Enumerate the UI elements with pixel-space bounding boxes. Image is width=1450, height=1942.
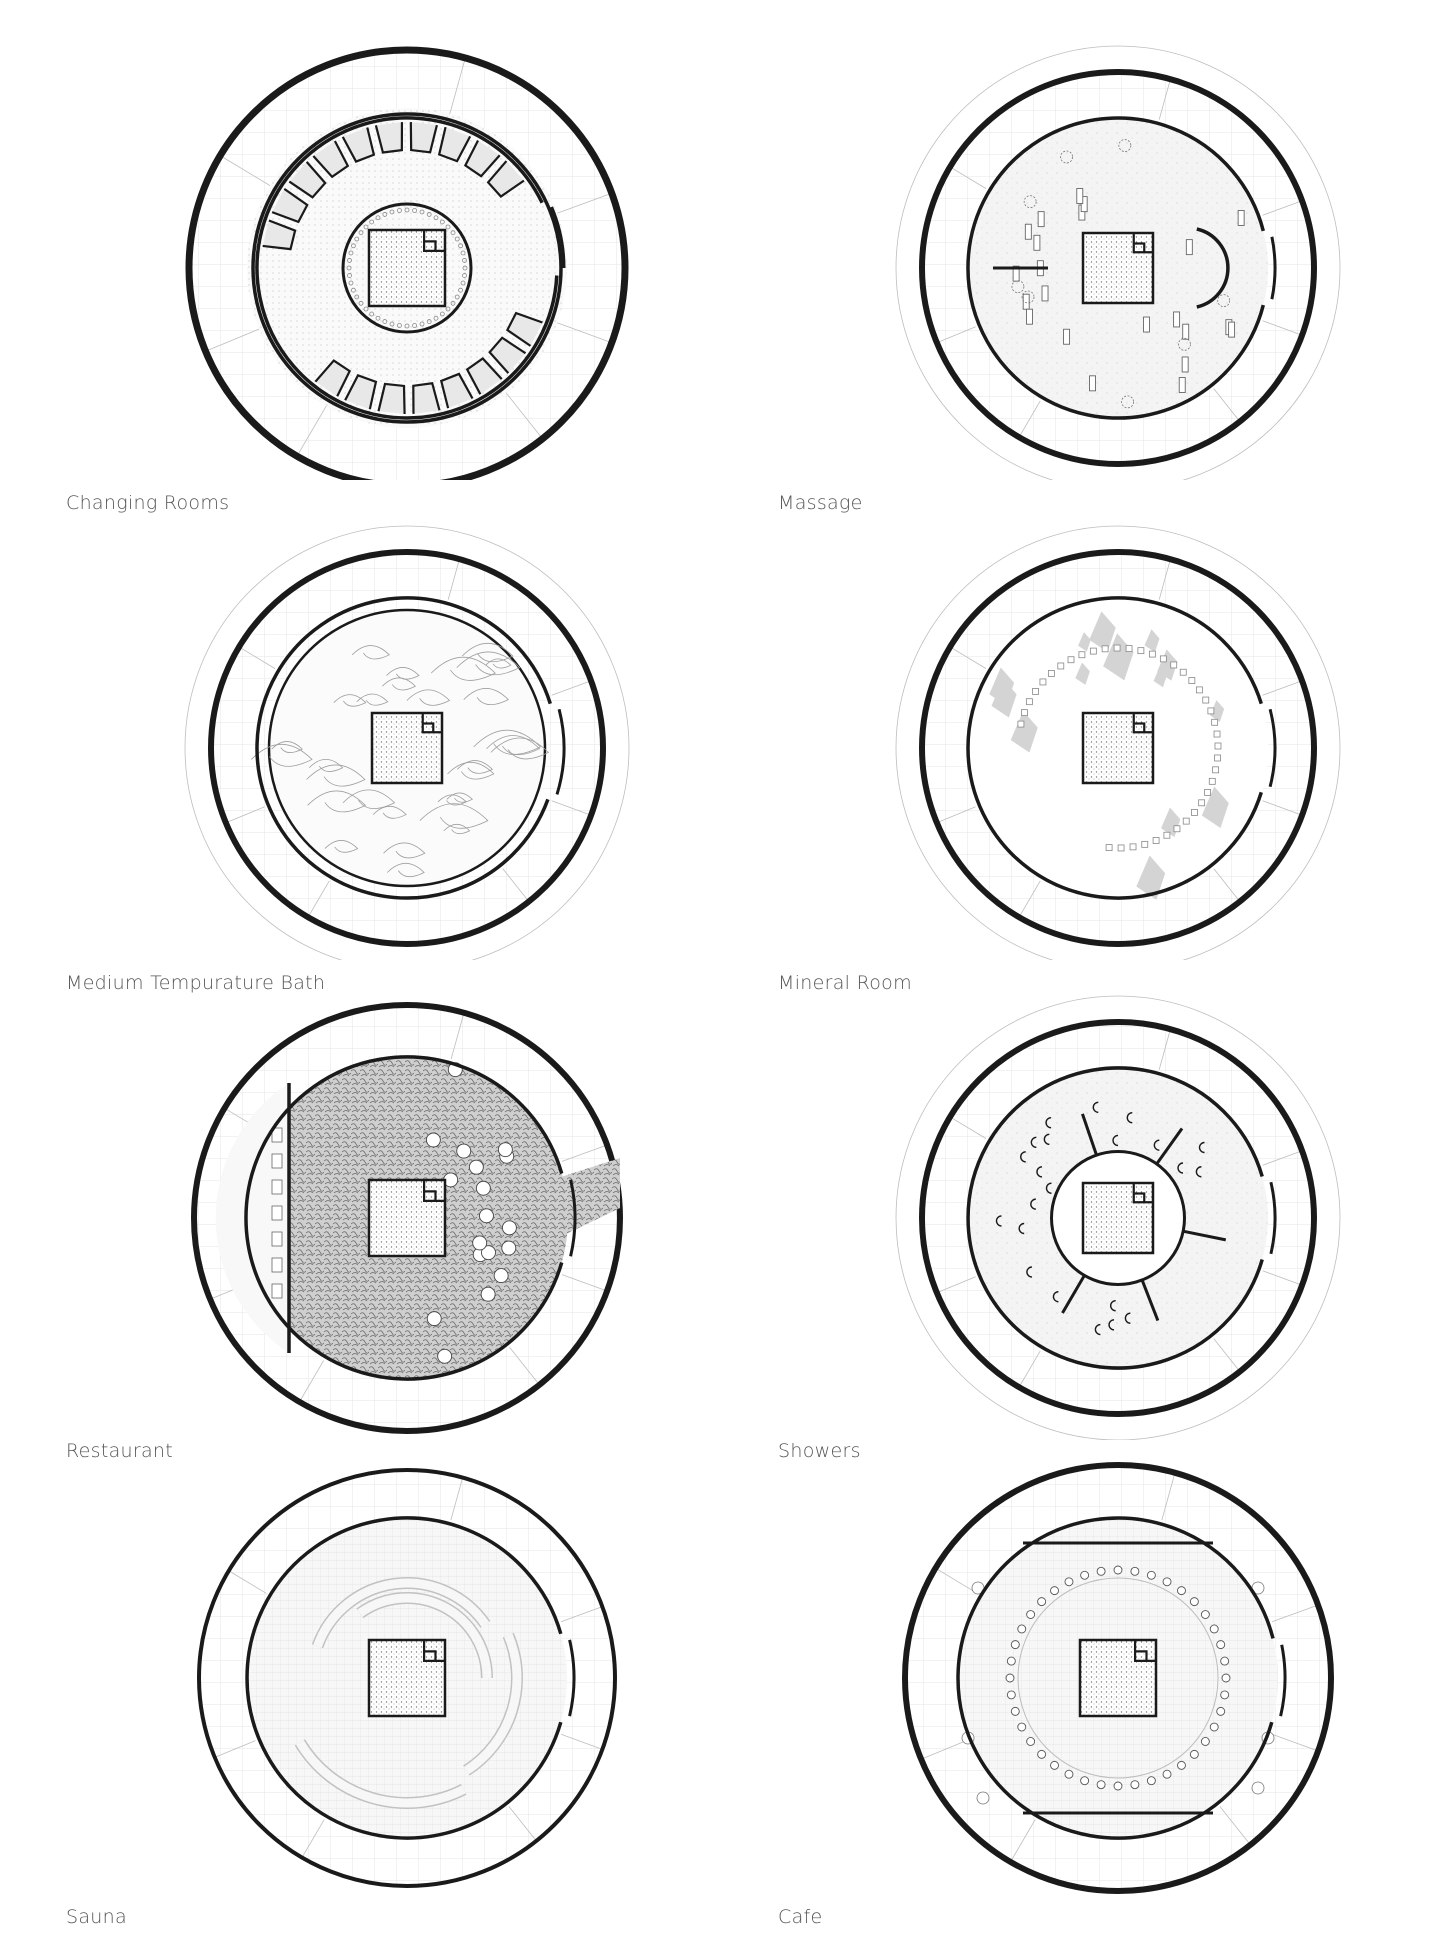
- bar-stool: [1147, 1777, 1155, 1785]
- lounge-seat: [1102, 646, 1108, 652]
- bar-stool: [1007, 1657, 1015, 1665]
- lounge-seat: [1138, 648, 1144, 654]
- plan-label: Restaurant: [66, 1440, 174, 1462]
- lounge-seat: [1214, 731, 1220, 737]
- kitchen-counter: [272, 1284, 282, 1298]
- lounge-seat: [1189, 678, 1195, 684]
- dining-table: [502, 1221, 516, 1235]
- bar-stool: [1007, 1691, 1015, 1699]
- massage-table: [1026, 309, 1032, 324]
- lounge-seat: [1058, 663, 1064, 669]
- plan-showers: [725, 960, 1450, 1462]
- bar-stool: [1081, 1571, 1089, 1579]
- massage-table: [1023, 294, 1029, 309]
- lounge-seat: [1106, 845, 1112, 851]
- bar-stool: [1177, 1587, 1185, 1595]
- cafe-table: [977, 1792, 989, 1804]
- lounge-seat: [1149, 651, 1155, 657]
- bar-stool: [1201, 1611, 1209, 1619]
- kitchen-counter: [272, 1206, 282, 1220]
- plan-changing-rooms: [0, 0, 725, 514]
- lounge-seat: [1215, 743, 1221, 749]
- bar-stool: [1097, 1567, 1105, 1575]
- lounge-seat: [1205, 789, 1211, 795]
- lounge-seat: [1079, 652, 1085, 658]
- massage-table: [1064, 329, 1070, 344]
- lounge-seat: [1203, 697, 1209, 703]
- massage-table: [1238, 210, 1244, 225]
- lounge-seat: [1126, 646, 1132, 652]
- plan-cafe: [725, 1440, 1450, 1928]
- lounge-seat: [1209, 778, 1215, 784]
- lounge-seat: [1048, 670, 1054, 676]
- floor-plan-drawing: [725, 960, 1450, 1440]
- dining-table: [427, 1312, 441, 1326]
- lounge-seat: [1033, 688, 1039, 694]
- plan-label: Medium Tempurature Bath: [66, 972, 326, 994]
- bar-stool: [1114, 1782, 1122, 1790]
- plan-label: Sauna: [66, 1906, 127, 1928]
- lounge-seat: [1114, 645, 1120, 651]
- bar-stool: [1221, 1657, 1229, 1665]
- dining-table: [426, 1133, 440, 1147]
- floor-plan-drawing: [0, 1440, 725, 1920]
- lounge-seat: [1215, 755, 1221, 761]
- bar-stool: [1147, 1571, 1155, 1579]
- lounge-seat: [1171, 662, 1177, 668]
- lounge-seat: [1130, 844, 1136, 850]
- plan-label: Massage: [778, 492, 863, 514]
- bar-stool: [1081, 1777, 1089, 1785]
- bar-stool: [1006, 1674, 1014, 1682]
- bar-stool: [1190, 1598, 1198, 1606]
- bar-stool: [1222, 1674, 1230, 1682]
- bar-stool: [1011, 1641, 1019, 1649]
- bar-stool: [1217, 1707, 1225, 1715]
- bar-stool: [1051, 1761, 1059, 1769]
- dining-table: [494, 1269, 508, 1283]
- lounge-seat: [1040, 679, 1046, 685]
- massage-table: [1186, 240, 1192, 255]
- bar-stool: [1163, 1770, 1171, 1778]
- massage-table: [1042, 286, 1048, 301]
- massage-table: [1183, 324, 1189, 339]
- bar-stool: [1190, 1750, 1198, 1758]
- lounge-seat: [1199, 800, 1205, 806]
- massage-table: [1025, 224, 1031, 239]
- floor-plan-drawing: [725, 1440, 1450, 1920]
- plan-mineral-room: [725, 480, 1450, 994]
- massage-table: [1174, 312, 1180, 327]
- lounge-seat: [1018, 721, 1024, 727]
- massage-table: [1182, 357, 1188, 372]
- bar-stool: [1011, 1707, 1019, 1715]
- lounge-seat: [1196, 687, 1202, 693]
- bar-stool: [1201, 1737, 1209, 1745]
- bar-stool: [1221, 1691, 1229, 1699]
- cafe-table: [1252, 1782, 1264, 1794]
- bar-stool: [1163, 1578, 1171, 1586]
- lounge-seat: [1164, 832, 1170, 838]
- dining-table: [481, 1287, 495, 1301]
- dining-table: [502, 1241, 516, 1255]
- plan-medium-temperature-bath: [0, 480, 725, 994]
- bar-stool: [1038, 1598, 1046, 1606]
- plan-sauna: [0, 1440, 725, 1928]
- bar-stool: [1018, 1723, 1026, 1731]
- dining-table: [498, 1143, 512, 1157]
- dining-table: [469, 1160, 483, 1174]
- lounge-seat: [1118, 845, 1124, 851]
- lounge-seat: [1174, 826, 1180, 832]
- floor-plan-drawing: [0, 480, 725, 960]
- plan-label: Changing Rooms: [66, 492, 230, 514]
- bar-stool: [1210, 1625, 1218, 1633]
- bar-stool: [1217, 1641, 1225, 1649]
- kitchen-counter: [272, 1232, 282, 1246]
- bar-stool: [1051, 1587, 1059, 1595]
- bar-stool: [1177, 1761, 1185, 1769]
- lounge-seat: [1213, 767, 1219, 773]
- bar-stool: [1065, 1770, 1073, 1778]
- bar-stool: [1065, 1578, 1073, 1586]
- massage-table: [1144, 317, 1150, 332]
- massage-table: [1090, 376, 1096, 391]
- lounge-seat: [1212, 719, 1218, 725]
- bar-stool: [1210, 1723, 1218, 1731]
- dining-table: [438, 1349, 452, 1363]
- kitchen-counter: [272, 1180, 282, 1194]
- massage-table: [1038, 212, 1044, 227]
- plan-label: Cafe: [778, 1906, 823, 1928]
- lounge-seat: [1208, 708, 1214, 714]
- bar-stool: [1027, 1737, 1035, 1745]
- lounge-seat: [1153, 837, 1159, 843]
- bar-stool: [1131, 1567, 1139, 1575]
- floor-plan-drawing: [0, 0, 725, 480]
- lounge-seat: [1026, 699, 1032, 705]
- lounge-seat: [1180, 669, 1186, 675]
- lounge-seat: [1183, 818, 1189, 824]
- floor-plan-drawing: [725, 480, 1450, 960]
- dining-table: [476, 1181, 490, 1195]
- lounge-seat: [1021, 710, 1027, 716]
- lounge-seat: [1090, 648, 1096, 654]
- lounge-seat: [1191, 809, 1197, 815]
- floor-plan-drawing: [0, 960, 725, 1440]
- plan-restaurant: [0, 960, 725, 1462]
- bar-stool: [1038, 1750, 1046, 1758]
- lounge-seat: [1160, 656, 1166, 662]
- floor-plan-drawing: [725, 0, 1450, 480]
- kitchen-counter: [272, 1258, 282, 1272]
- plan-label: Mineral Room: [778, 972, 912, 994]
- massage-table: [1077, 189, 1083, 204]
- bar-stool: [1131, 1781, 1139, 1789]
- dining-table: [479, 1209, 493, 1223]
- dining-table: [457, 1144, 471, 1158]
- bar-stool: [1027, 1611, 1035, 1619]
- kitchen-counter: [272, 1154, 282, 1168]
- massage-table: [1229, 322, 1235, 337]
- massage-table: [1179, 378, 1185, 393]
- lounge-seat: [1142, 841, 1148, 847]
- plan-label: Showers: [778, 1440, 861, 1462]
- dining-table: [473, 1236, 487, 1250]
- bar-stool: [1018, 1625, 1026, 1633]
- plan-massage: [725, 0, 1450, 514]
- massage-table: [1034, 235, 1040, 250]
- bar-stool: [1114, 1566, 1122, 1574]
- bar-stool: [1097, 1781, 1105, 1789]
- lounge-seat: [1068, 657, 1074, 663]
